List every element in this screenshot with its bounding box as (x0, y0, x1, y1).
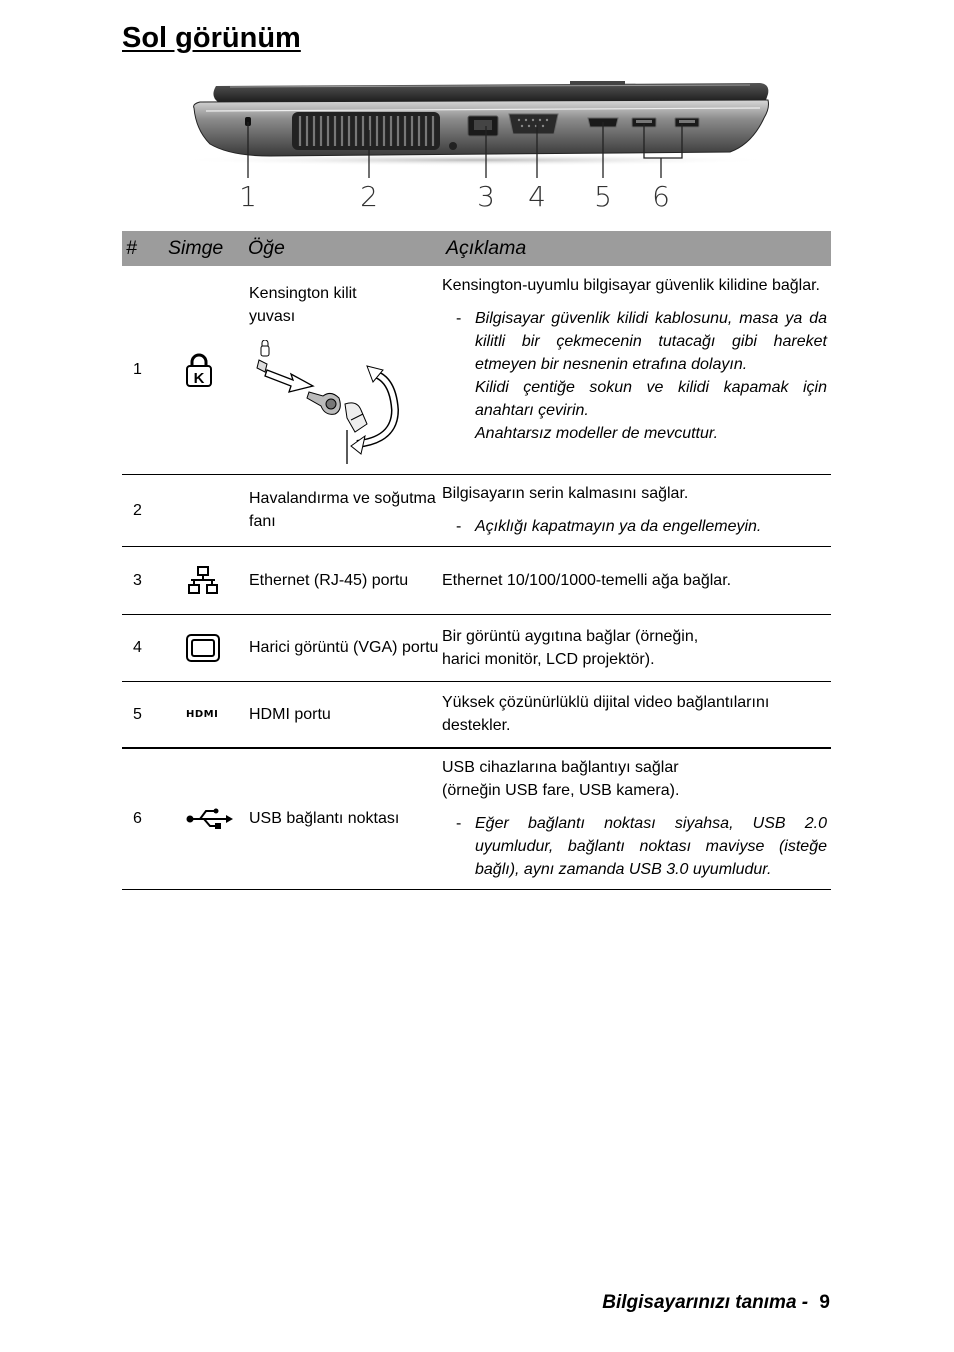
header-item: Öğe (248, 237, 285, 259)
row-num: 6 (122, 748, 168, 889)
note-line: Eğer bağlantı noktası siyahsa, USB 2.0 uyumludur, bağlantı noktası maviyse (isteğe bağlı), aynı zamanda USB 3.0 uyumludur. (475, 815, 827, 879)
row-item-label: Havalandırma ve soğutma fanı (248, 474, 440, 546)
page-title: Sol görünüm (122, 22, 301, 54)
row-item-label: Kensington kilit yuvası (249, 285, 357, 325)
header-icon: Simge (168, 237, 224, 259)
row-note: - Eğer bağlantı noktası siyahsa, USB 2.0 uyumludur, bağlantı noktası maviyse (isteğe bağlı), aynı zamanda USB 3.0 uyumludur. (442, 812, 827, 881)
hdmi-icon: HDMI (186, 708, 219, 720)
table-row (122, 614, 831, 681)
table-row (122, 748, 831, 889)
row-description-line: USB cihazlarına bağlantıyı sağlar (442, 759, 679, 777)
row-item-label: Ethernet (RJ-45) portu (248, 546, 440, 614)
table-row (122, 474, 831, 546)
callout-1: 1 (239, 180, 257, 213)
table-row (122, 546, 831, 614)
ethernet-icon (186, 565, 220, 595)
row-description: Kensington-uyumlu bilgisayar güvenlik kilidine bağlar. (442, 277, 820, 294)
row-description: Bilgisayarın serin kalmasını sağlar. (442, 485, 689, 502)
note-line: Anahtarsız modeller de mevcuttur. (475, 425, 719, 442)
row-item-label: HDMI portu (248, 681, 440, 748)
kensington-lock-icon (186, 352, 212, 388)
row-item-label: USB bağlantı noktası (248, 748, 440, 889)
callout-4: 4 (528, 180, 546, 213)
note-line: Açıklığı kapatmayın ya da engellemeyin. (475, 518, 762, 535)
note-line: Bilgisayar güvenlik kilidi kablosunu, masa ya da kilitli bir çekmecenin tutacağı gibi hareket etmeyen bir nesnenin etrafına dolayın. (475, 310, 827, 373)
row-num: 5 (122, 681, 168, 748)
table-header-row (122, 231, 831, 266)
lock-cable-illustration (247, 340, 417, 464)
row-icon-empty (168, 474, 248, 546)
callout-3: 3 (477, 180, 495, 213)
row-num: 2 (122, 474, 168, 546)
row-num: 4 (122, 614, 168, 681)
vga-monitor-icon (186, 634, 220, 662)
row-description: Yüksek çözünürlüklü dijital video bağlantılarını destekler. (440, 681, 831, 748)
ports-table (122, 231, 831, 890)
row-note: - Bilgisayar güvenlik kilidi kablosunu, masa ya da kilitli bir çekmecenin tutacağı gibi hareket etmeyen bir nesnenin etrafına dolayın. Kilidi çentiğe sokun ve kilidi kapamak için anahtarı çevirin. Anahtarsız modeller de mevcuttur. (442, 307, 827, 445)
callout-2: 2 (360, 180, 378, 213)
page-number: 9 (819, 1292, 830, 1313)
page-footer (602, 1292, 830, 1314)
callout-6: 6 (652, 180, 670, 213)
note-line: Kilidi çentiğe sokun ve kilidi kapamak için anahtarı çevirin. (475, 379, 827, 419)
laptop-left-side-illustration (170, 78, 780, 218)
row-num: 1 (122, 266, 168, 474)
footer-section-title: Bilgisayarınızı tanıma - (602, 1292, 809, 1313)
row-num: 3 (122, 546, 168, 614)
svg-text:K: K (193, 369, 205, 387)
row-note: - Açıklığı kapatmayın ya da engellemeyin. (442, 515, 827, 538)
row-description-line: harici monitör, LCD projektör). (442, 650, 655, 668)
header-num: # (126, 237, 137, 259)
usb-icon (186, 807, 234, 831)
row-description-line: (örneğin USB fare, USB kamera). (442, 782, 680, 800)
table-row (122, 266, 831, 474)
table-row (122, 681, 831, 748)
callout-5: 5 (594, 180, 612, 213)
row-description-line: Bir görüntü aygıtına bağlar (örneğin, (442, 627, 699, 645)
row-description: Ethernet 10/100/1000-temelli ağa bağlar. (440, 546, 831, 614)
row-item-label: Harici görüntü (VGA) portu (248, 614, 440, 681)
header-description: Açıklama (446, 237, 527, 259)
